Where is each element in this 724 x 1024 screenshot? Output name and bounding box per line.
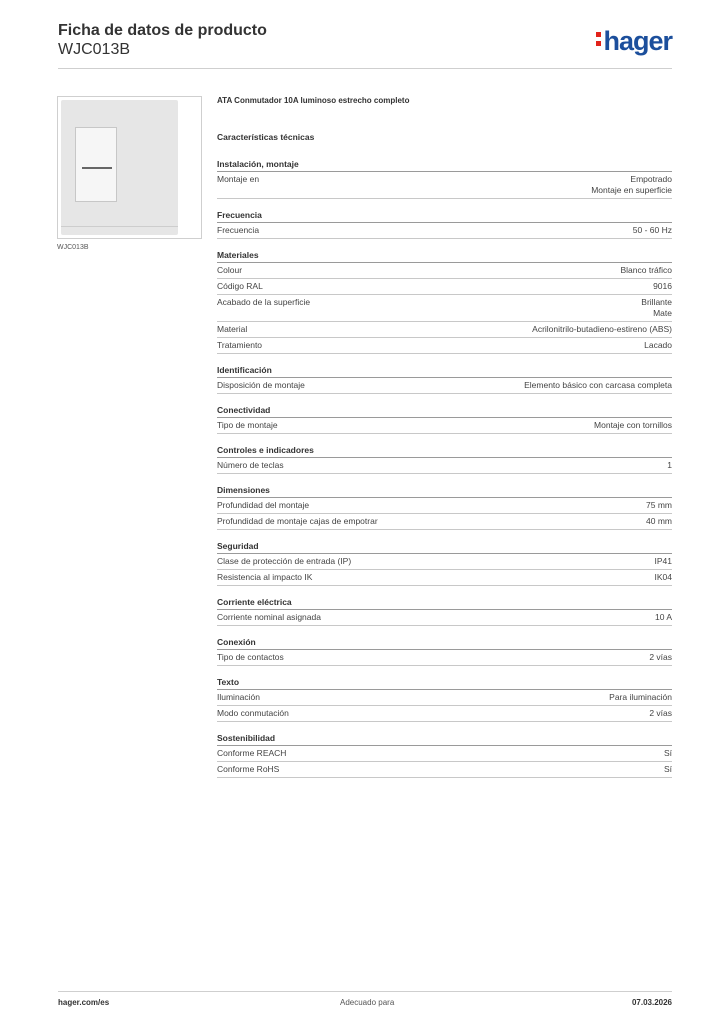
spec-row xyxy=(217,223,672,239)
spec-group-title: Conectividad xyxy=(217,405,672,418)
spec-value xyxy=(655,556,673,567)
spec-group-title: Seguridad xyxy=(217,541,672,554)
spec-value-line: 1 xyxy=(667,460,672,470)
spec-group xyxy=(217,445,672,474)
spec-value-line: 2 vías xyxy=(649,652,672,662)
product-name: ATA Conmutador 10A luminoso estrecho completo xyxy=(217,96,410,105)
spec-value-line: Empotrado xyxy=(630,174,672,184)
spec-value-line: Para iluminación xyxy=(609,692,672,702)
spec-value xyxy=(644,340,672,351)
spec-value xyxy=(653,281,672,292)
image-caption: WJC013B xyxy=(57,244,89,251)
spec-group-title: Dimensiones xyxy=(217,485,672,498)
spec-label: Frecuencia xyxy=(217,225,260,235)
spec-value xyxy=(609,692,672,703)
page-header xyxy=(58,22,672,70)
rocker-indicator-line xyxy=(82,167,112,169)
spec-value-line: Lacado xyxy=(644,340,672,350)
spec-group xyxy=(217,637,672,666)
spec-value-line: Montaje con tornillos xyxy=(594,420,672,430)
spec-label: Disposición de montaje xyxy=(217,380,305,390)
logo-dots-icon xyxy=(596,32,602,50)
plate-edge xyxy=(61,226,178,227)
spec-row xyxy=(217,378,672,394)
spec-value-line: Mate xyxy=(653,308,672,318)
spec-value xyxy=(532,324,672,335)
spec-value xyxy=(649,652,672,663)
spec-value-line: 9016 xyxy=(653,281,672,291)
spec-row xyxy=(217,762,672,778)
spec-value xyxy=(646,500,672,511)
spec-label: Número de teclas xyxy=(217,460,284,470)
spec-value xyxy=(646,516,672,527)
spec-label: Corriente nominal asignada xyxy=(217,612,321,622)
spec-label: Iluminación xyxy=(217,692,260,702)
spec-value-line: 40 mm xyxy=(646,516,672,526)
spec-group-title: Frecuencia xyxy=(217,210,672,223)
spec-group xyxy=(217,159,672,199)
spec-row xyxy=(217,458,672,474)
spec-label: Tratamiento xyxy=(217,340,263,350)
section-title: Características técnicas xyxy=(217,132,315,142)
footer-website: hager.com/es xyxy=(58,998,110,1007)
spec-label: Modo conmutación xyxy=(217,708,289,718)
spec-row xyxy=(217,295,672,322)
spec-group-title: Identificación xyxy=(217,365,672,378)
spec-group-title: Conexión xyxy=(217,637,672,650)
spec-group xyxy=(217,677,672,722)
spec-label: Acabado de la superficie xyxy=(217,297,311,307)
spec-value xyxy=(633,225,672,236)
header-divider xyxy=(58,68,672,69)
spec-label: Profundidad del montaje xyxy=(217,500,310,510)
spec-value-line: Elemento básico con carcasa completa xyxy=(524,380,672,390)
spec-group xyxy=(217,485,672,530)
spec-value xyxy=(524,380,672,391)
spec-value xyxy=(649,708,672,719)
spec-label: Código RAL xyxy=(217,281,263,291)
spec-value-line: Sí xyxy=(663,764,672,774)
spec-group xyxy=(217,541,672,586)
spec-row xyxy=(217,690,672,706)
spec-label: Tipo de contactos xyxy=(217,652,284,662)
footer-divider xyxy=(58,991,672,992)
spec-row xyxy=(217,514,672,530)
spec-label: Conforme REACH xyxy=(217,748,287,758)
spec-label: Tipo de montaje xyxy=(217,420,278,430)
spec-row xyxy=(217,263,672,279)
spec-row xyxy=(217,746,672,762)
switch-rocker xyxy=(75,127,117,202)
spec-group-title: Materiales xyxy=(217,250,672,263)
spec-value xyxy=(655,572,673,583)
spec-value-line: 50 - 60 Hz xyxy=(632,225,672,235)
spec-row xyxy=(217,338,672,354)
spec-group-title: Corriente eléctrica xyxy=(217,597,672,610)
spec-value-line: Acrilonitrilo-butadieno-estireno (ABS) xyxy=(532,324,672,334)
spec-value xyxy=(667,460,672,471)
spec-value-line: IK04 xyxy=(654,572,672,582)
logo-text: hager xyxy=(603,26,672,56)
spec-value xyxy=(641,297,672,319)
spec-label: Resistencia al impacto IK xyxy=(217,572,313,582)
spec-row xyxy=(217,172,672,199)
spec-value xyxy=(621,265,673,276)
spec-row xyxy=(217,418,672,434)
spec-value xyxy=(664,764,672,775)
spec-value-line: Blanco tráfico xyxy=(620,265,672,275)
spec-value-line: Sí xyxy=(663,748,672,758)
spec-label: Clase de protección de entrada (IP) xyxy=(217,556,352,566)
spec-value-line: Brillante xyxy=(641,297,672,307)
spec-group xyxy=(217,597,672,626)
spec-value xyxy=(655,612,672,623)
spec-label: Profundidad de montaje cajas de empotrar xyxy=(217,516,378,526)
spec-label: Conforme RoHS xyxy=(217,764,280,774)
page-title: Ficha de datos de producto xyxy=(58,22,267,39)
specifications xyxy=(217,96,672,789)
light-switch-image xyxy=(57,96,202,239)
spec-value xyxy=(594,420,672,431)
spec-group-title: Instalación, montaje xyxy=(217,159,672,172)
spec-value xyxy=(591,174,672,196)
spec-row xyxy=(217,650,672,666)
spec-group xyxy=(217,250,672,354)
footer-date: 07.03.2026 xyxy=(631,998,672,1007)
spec-value-line: 2 vías xyxy=(649,708,672,718)
spec-value-line: IP41 xyxy=(654,556,672,566)
footer-note: Adecuado para xyxy=(340,998,395,1007)
spec-row xyxy=(217,322,672,338)
spec-group xyxy=(217,210,672,239)
spec-row xyxy=(217,570,672,586)
hager-logo xyxy=(596,26,672,57)
spec-group xyxy=(217,405,672,434)
spec-row xyxy=(217,706,672,722)
product-code: WJC013B xyxy=(58,41,131,58)
spec-group xyxy=(217,365,672,394)
switch-plate xyxy=(61,100,178,235)
spec-group-title: Texto xyxy=(217,677,672,690)
spec-row xyxy=(217,554,672,570)
spec-label: Montaje en xyxy=(217,174,260,184)
spec-group xyxy=(217,733,672,778)
spec-label: Colour xyxy=(217,265,243,275)
spec-group-title: Controles e indicadores xyxy=(217,445,672,458)
spec-value-line: 10 A xyxy=(654,612,672,622)
spec-row xyxy=(217,498,672,514)
spec-row xyxy=(217,610,672,626)
spec-groups xyxy=(217,159,672,778)
spec-label: Material xyxy=(217,324,248,334)
spec-row xyxy=(217,279,672,295)
spec-group-title: Sostenibilidad xyxy=(217,733,672,746)
spec-value xyxy=(664,748,672,759)
spec-value-line: Montaje en superficie xyxy=(591,185,672,195)
spec-value-line: 75 mm xyxy=(646,500,672,510)
